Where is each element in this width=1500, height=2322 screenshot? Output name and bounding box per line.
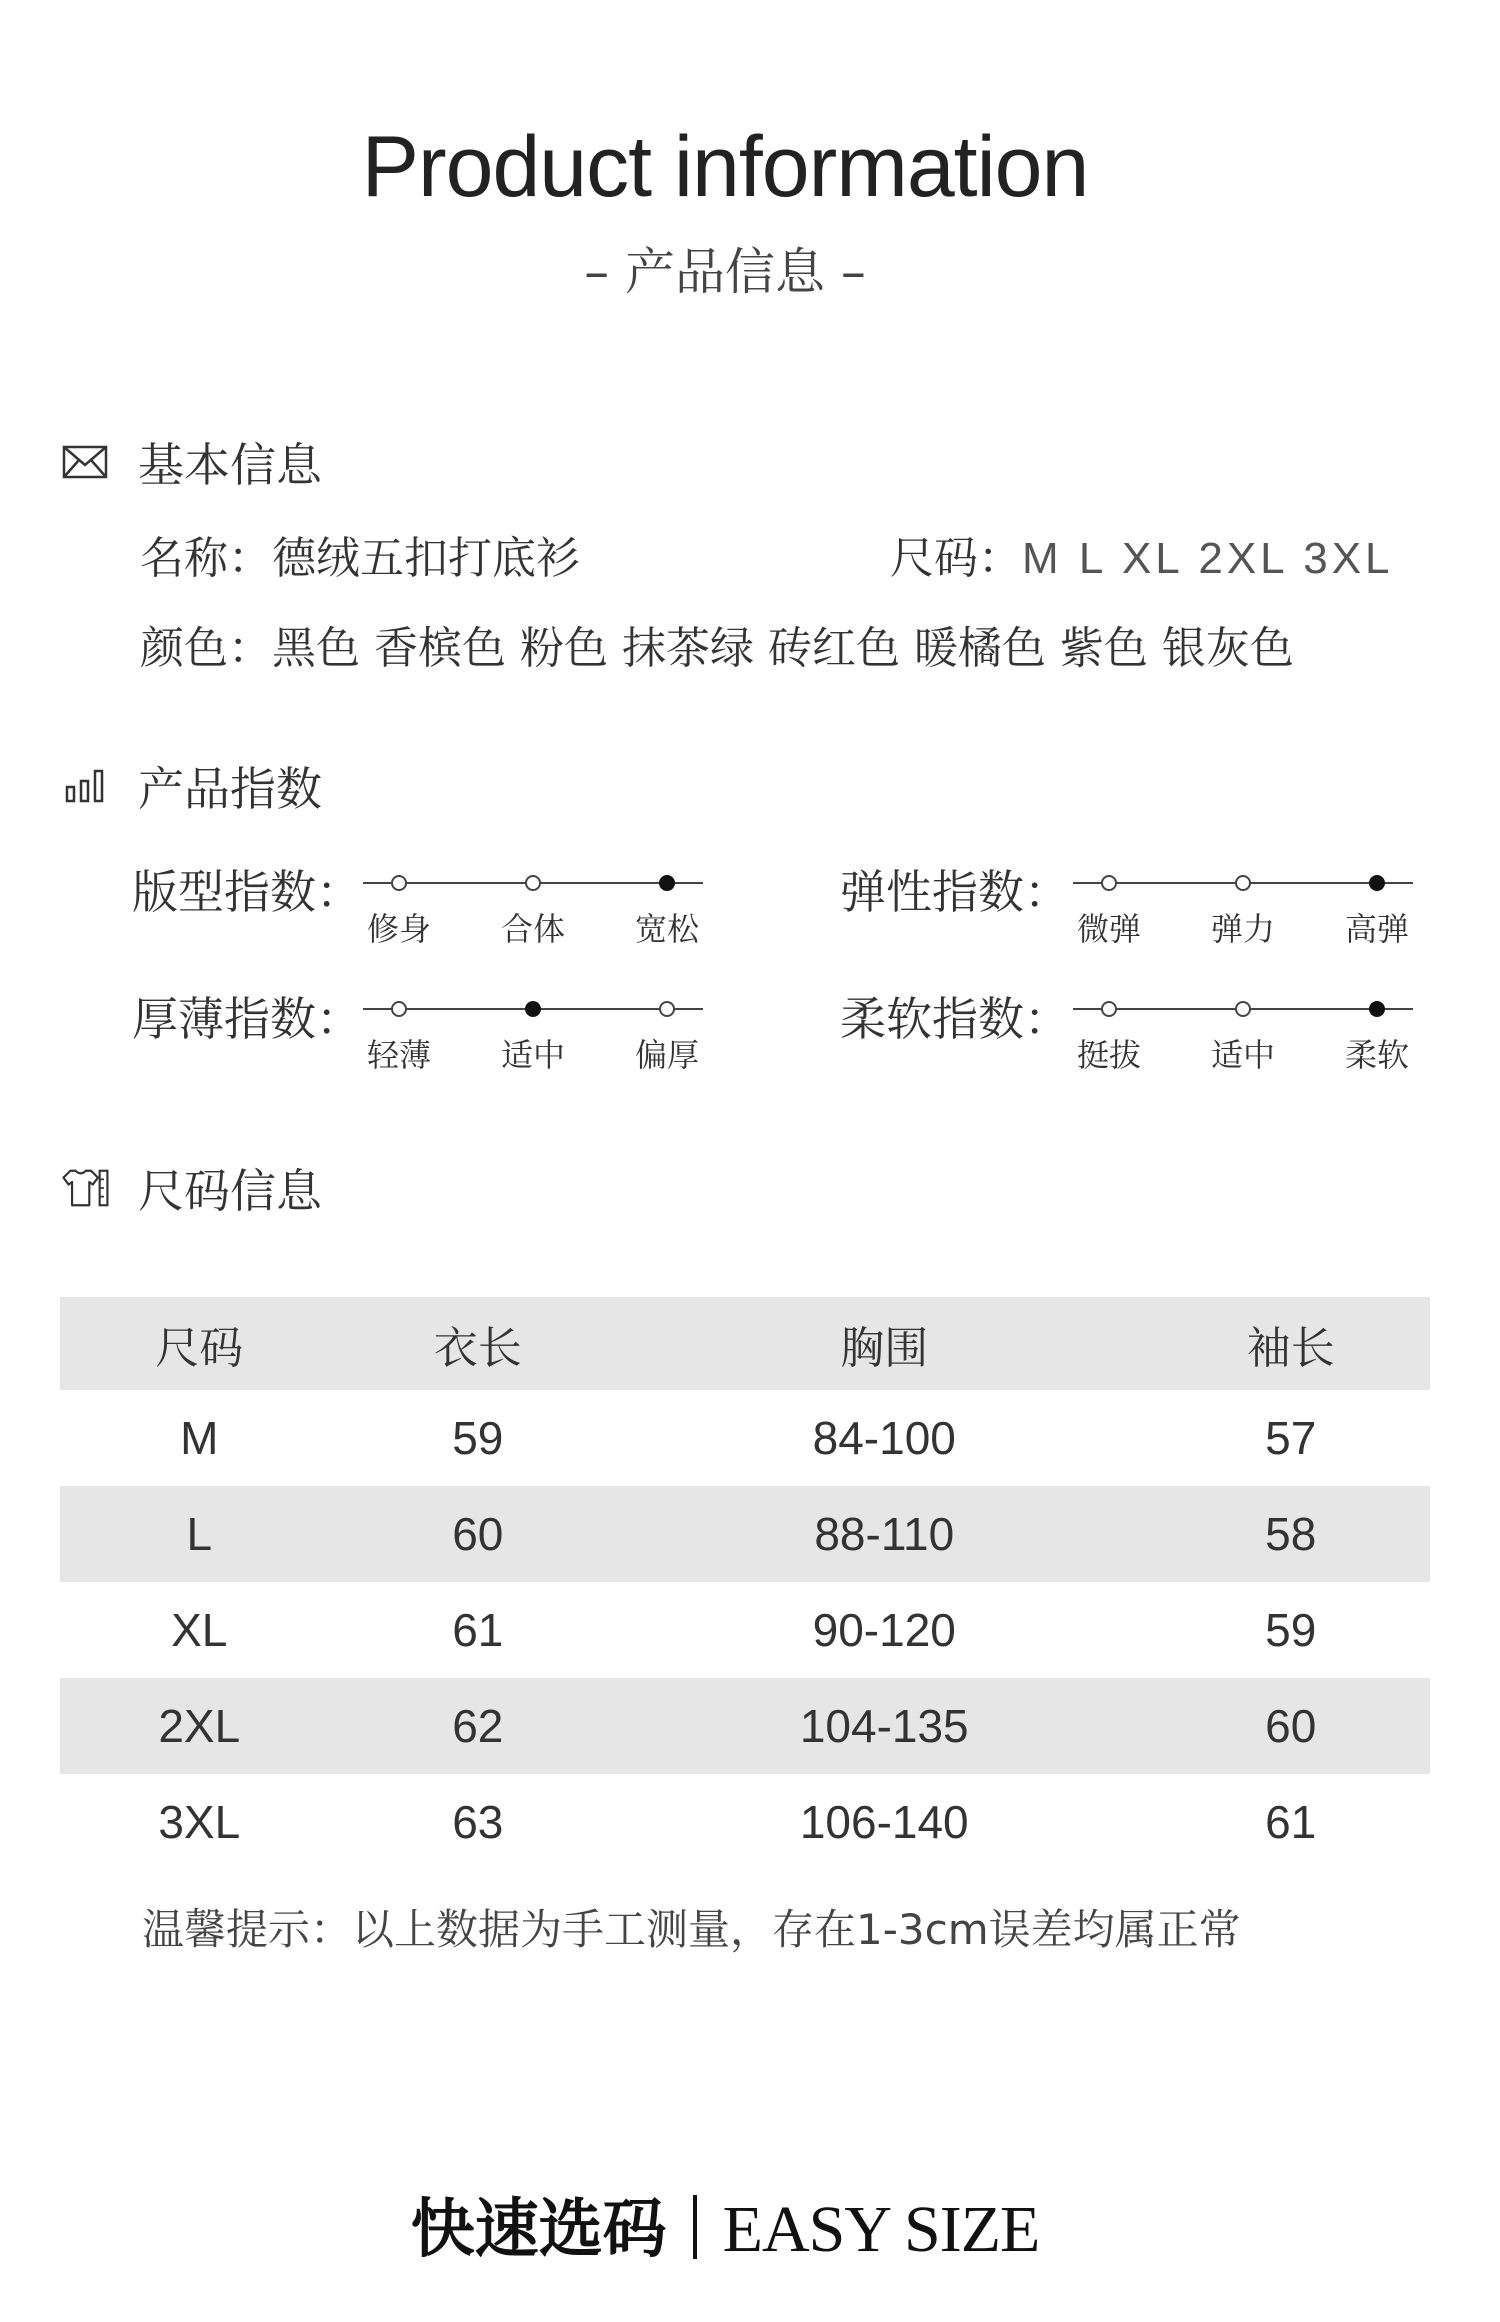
scale-option-label: 轻薄 [366,1036,432,1074]
measurement-note: 温馨提示：以上数据为手工测量，存在1-3cm误差均属正常 [142,1905,1241,1954]
elasticity-index-scale [1073,866,1413,946]
product-color-line [140,612,1294,676]
fit-index-label: 版型指数： [132,865,362,919]
table-cell: 84-100 [812,1412,956,1464]
table-cell: 57 [1265,1412,1317,1464]
color-value: 黑色 香槟色 粉色 抹茶绿 砖红色 暖橘色 紫色 银灰色 [272,623,1294,674]
section-heading: 基本信息 [138,438,322,492]
page-subtitle: – 产品信息 – [584,243,866,301]
table-header-cell: 袖长 [1151,1297,1430,1390]
scale-dot [525,875,541,891]
table-row [60,1678,1430,1774]
name-value: 德绒五扣打底衫 [272,533,580,584]
page-title: Product information [361,119,1089,215]
table-cell: 58 [1265,1508,1317,1560]
table-cell: XL [171,1604,228,1656]
table-cell: L [186,1508,213,1560]
table-cell: 3XL [158,1796,241,1848]
scale-dot [391,1001,407,1017]
scale-option-label: 高弹 [1344,910,1410,948]
easy-size-en: EASY SIZE [722,2193,1040,2266]
scale-option-label: 微弹 [1076,910,1142,948]
table-cell: 106-140 [799,1796,969,1848]
scale-dot-selected [1369,1001,1385,1017]
table-cell: 60 [452,1508,504,1560]
color-label: 颜色： [140,623,272,674]
table-row [60,1774,1430,1870]
table-cell: 61 [452,1604,504,1656]
scale-option-label: 弹力 [1210,910,1276,948]
scale-option-label: 宽松 [634,910,700,948]
scale-dot-selected [1369,875,1385,891]
scale-dot-selected [659,875,675,891]
softness-index-scale [1073,992,1413,1072]
name-label: 名称： [140,533,272,584]
scale-option-label: 适中 [1210,1036,1276,1074]
easy-size-banner [0,2178,1450,2270]
table-header-cell: 尺码 [60,1297,339,1390]
scale-dot [391,875,407,891]
table-cell: 88-110 [814,1508,955,1560]
table-cell: 104-135 [799,1700,969,1752]
scale-dot [1101,875,1117,891]
table-row [60,1390,1430,1486]
product-size-line [890,522,1394,586]
table-row [60,1486,1430,1582]
table-header-row [60,1297,1430,1390]
size-value: M L XL 2XL 3XL [1022,534,1394,583]
scale-option-label: 合体 [500,910,566,948]
table-cell: 60 [1265,1700,1317,1752]
table-cell: 2XL [158,1700,241,1752]
section-heading: 尺码信息 [138,1164,322,1218]
section-heading: 产品指数 [138,762,322,816]
size-label: 尺码： [890,533,1022,584]
table-row [60,1582,1430,1678]
table-header-cell: 胸围 [617,1297,1151,1390]
table-cell: M [180,1412,219,1464]
scale-option-label: 适中 [500,1036,566,1074]
scale-dot [1235,1001,1251,1017]
scale-dot [659,1001,675,1017]
table-header-cell: 衣长 [339,1297,618,1390]
table-cell: 62 [452,1700,504,1752]
easy-size-cn: 快速选码 [410,2193,667,2267]
scale-dot [1101,1001,1117,1017]
product-name-line [140,522,580,586]
scale-option-label: 挺拔 [1076,1036,1142,1074]
scale-dot-selected [525,1001,541,1017]
scale-option-label: 偏厚 [634,1036,700,1074]
table-cell: 63 [452,1796,504,1848]
scale-option-label: 柔软 [1344,1036,1410,1074]
thickness-index-scale [363,992,703,1072]
table-cell: 90-120 [812,1604,956,1656]
softness-index-label: 柔软指数： [840,992,1070,1046]
bar-chart-icon [60,761,110,811]
envelope-icon [60,437,110,487]
scale-option-label: 修身 [366,910,432,948]
table-cell: 61 [1265,1796,1317,1848]
divider [693,2195,697,2259]
elasticity-index-label: 弹性指数： [840,865,1070,919]
scale-dot [1235,875,1251,891]
section-size-info [60,1158,322,1218]
section-basic-info [60,432,322,492]
table-cell: 59 [452,1412,504,1464]
thickness-index-label: 厚薄指数： [132,992,362,1046]
shirt-ruler-icon [60,1163,110,1213]
size-table [60,1297,1430,1870]
table-cell: 59 [1265,1604,1317,1656]
fit-index-scale [363,866,703,946]
section-product-index [60,756,322,816]
